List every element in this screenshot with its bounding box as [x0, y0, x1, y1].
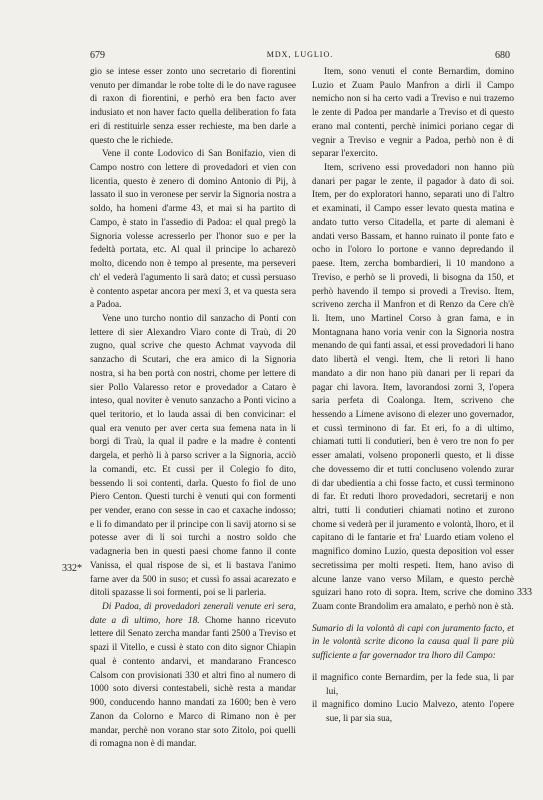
right-paragraph-2: Item, scriveno essi provedadori non hanno più danari per pagar le zente, il pagador à dato di soi. Item, per do exploratori hanno, separati uno di l'altro et examinati, il Campo esser levato questa matina e andato tutto verso Citadella, et parte di alemani è andati verso Bassam, et hanno ruinato il ponte fato e ocho in l'oloro lo portone e vanno depredando il paese. Item, zercha bombardieri, li 10 mandono a Treviso, e perhò se li provedi, li bisogna da 150, et perhò havendo il tempo si provedi a Treviso. Item, scriveno zercha il Manfron et di Renzo da Cere ch'è lì. Item, uno Martinel Corso à gran fama, e in Montagnana hano voria venir con la Signoria nostra menando de qui fanti assai, et essi provedadori li hano dato libertà el vengi. Item, che li retori li hano mandato a dir non hano più danari per li repari da pagar chi lavora. Item, lavorandosi zorni 3, l'opera saria perfeta di Coalonga. Item, scriveno che hessendo a Limene avisono di elezer uno governador, et cussì terminono di far. Et eri, fo a dì ultimo, chiamati tutti li condutieri, ben è vero tre non fo per esser amalati, volseno proponerli questo, et li disse che dovessemo dir et tutti concluseno volendo zurar di dar ubedientia a chi fosse facto, et cussì terminono di far. Et reduti lhoro provedadori, secretarij e non altri, tutti li condutieri chiamati notino et zurono chome si vederà per il juramento e volontà, lhoro, et il capitano di le fantarie et fra' Luardo etiam voleno el magnifico domino Luzio, questa deposition vol esser secretissima per molti respeti. Item, hano aviso di alcune lanze vano verso Milam, e questo perchè sguizari hano roto di sopra. Item, scrive che domino Zuam conte Brandolim era amalato, e perhò non è stà.: [312, 163, 514, 613]
dispatch-heading: Di Padoa, di provedadori zenerali venute eri sera, date a dì ultimo, hore 18.: [90, 602, 296, 626]
margin-number-left: 332*: [62, 563, 82, 574]
margin-number-right: 333: [517, 587, 532, 598]
page-number-right: 680: [495, 50, 510, 61]
running-head: MDX, LUGLIO.: [266, 50, 334, 59]
dispatch-body: Chome hanno ricevuto lettere dil Senato zercha mandar fanti 2500 a Treviso et spazi il Vitello, e cussì è stato con dito signor Chiapin qual è contento andarvi, et mandarano Francesco Calsom con provisionati 330 et altri fino al numero di 1000 soto diversi contestabeli, sichè resta a mandar 900, conducendo hanno mandati za 1600; ben è vero Zanon da Colorno e Marco di Rimano non è per mandar, perchè non vorano star soto Zitolo, poi quelli di romagna non è di mandar.: [90, 615, 296, 750]
left-paragraph-2: Vene il conte Lodovico di San Bonifazio, vien di Campo nostro con lettere di provedadori et vien con licentia, questo è zenero di domino Antonio di Pij, à lassato il suo in veronese per servir la Signoria nostra a soldo, ha homeni d'arme 43, et mai si ha partito di Campo, è stato in l'assedio di Padoa: el qual pregò la Signoria volesse acresserlo per l'honor suo e per la fedeltà portata, etc. Al qual il principe lo acharezò molto, dicendo non è tempo al presente, ma perseveri ch' el vederà l'agumento li sarà dato; et cussì persuaso è contento aspetar ancora per mexi 3, et va questa sera a Padoa.: [90, 149, 296, 311]
left-paragraph-1: gio se intese esser zonto uno secretario di fiorentini venuto per dimandar le robe tolte di le do nave ragusee di raxon di fiorentini, e perhò era ben facto aver indusiato et non haver facto quella deliberation fo fata eri di restituirle senza esser rechieste, ma ben darle a questo che le richiede.: [90, 67, 296, 146]
section-gap: [312, 615, 514, 623]
section-gap: [312, 664, 514, 672]
list-item: il magnifico conte Bernardim, per la fede sua, li par lui,: [312, 672, 514, 697]
left-paragraph-4: [90, 601, 296, 752]
right-column: [312, 66, 514, 727]
page-number-left: 679: [90, 50, 105, 61]
left-column: [90, 66, 296, 752]
summary-rubric: [312, 623, 514, 664]
summary-rubric-text: Sumario di la volontà di capi con juramento facto, et in le volontà scrite dicono la causa qual li pare più sufficiente a far governador tra lhoro dil Campo:: [312, 623, 514, 662]
left-paragraph-3: Vene uno turcho nontio dil sanzacho di Ponti con lettere di sier Alexandro Viaro conte di Traù, di 20 zugno, qual scrive che questo Achmat vayvoda dil sanzacho di Scutari, che era amico di la Signoria nostra, si ha ben portà con nostri, chome per lettere di sier Pollo Valaresso retor e provedador a Cataro è inteso, qual noviter è venuto sanzacho a Ponti vicino a quel teritorio, et lo lauda assai di ben convicinar: el qual era venuto per aver certa sua femena nata in li borgi di Traù, la qual il padre e la madre è contenti dargela, et perhò li à parso scriver a la Signoria, acciò la comandi, etc. Et cussì per il Colegio fo dito, bessendo li soi contenti, darla. Questo fo fiol de uno Piero Centon. Questi turchi è venuti qui con formenti per vender, erano con sesse in cao et caxache indosso; e li fo dimandato per il principe con li savij atorno si se potesse aver di li soi turchi a nostro soldo che vadagneria ben in questi paesi chome fanno il conte Vanissa, el qual rispose de sì, et li bastava l'animo farne aver da 500 in suso; et cussì fo assai acarezato e ditoli spazasse li soi formenti, poi se li parleria.: [90, 313, 296, 599]
list-item: il magnifico domino Lucio Malvezo, atento l'opere sue, li par sia sua,: [312, 700, 514, 725]
page-header: [90, 50, 510, 64]
right-paragraph-1: Item, sono venuti el conte Bernardim, domino Luzio et Zuam Paulo Manfron a dirli il Campo nemicho non si ha certo vadi a Treviso e nui trazemo le zente di Padoa per mandarle a Treviso et di questo erano mal contenti, perchè inimici poriano cegar di vegnir a Treviso e vegnir a Padoa, perhò non è di separar l'exercito.: [312, 67, 514, 160]
